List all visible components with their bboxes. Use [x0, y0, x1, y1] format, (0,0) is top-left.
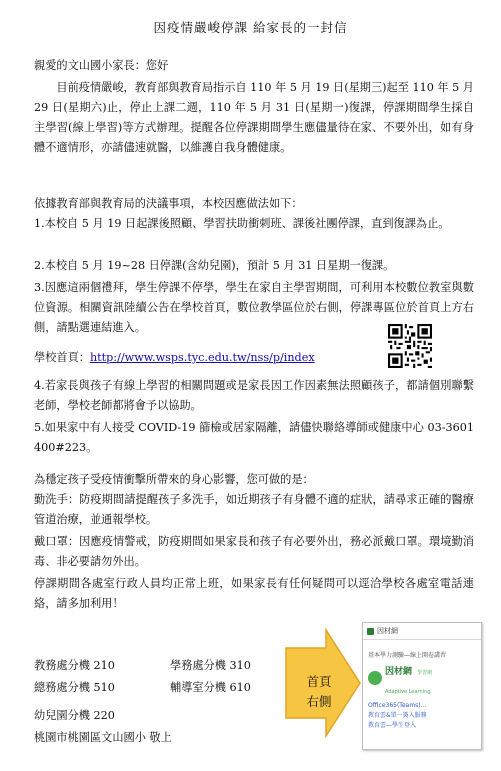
measures-intro: 依據教育部與教育局的決議事項，本校因應做法如下： — [34, 197, 303, 210]
homepage-label: 學校首頁： — [34, 351, 90, 364]
homepage-link[interactable]: http://www.wsps.tyc.edu.tw/nss/p/index — [89, 351, 315, 364]
homepage-line — [34, 348, 394, 368]
letter-title: 因疫情嚴峻停課 給家長的一封信 — [153, 20, 348, 35]
contact-academic: 教務處分機 210 — [34, 659, 115, 672]
screenshot-link-office365: Office365(Teams)... — [368, 702, 427, 709]
measure-item-5: 5.如果家中有人接受 COVID-19 篩檢或居家隔離，請儘快聯絡導師或健康中心 03-3601400#223。 — [34, 421, 474, 454]
qr-code-icon[interactable] — [388, 324, 432, 368]
screenshot-notice: 基本學力測驗—線上開卷講習 — [368, 652, 447, 659]
measure-item-1: 1.本校自 5 月 19 日起課後照顧、學習扶助衝刺班、課後社團停課，直到復課為止。 — [34, 217, 450, 230]
screenshot-header-text: 因材網 — [377, 627, 398, 635]
greeting: 親愛的文山國小家長：您好 — [34, 59, 169, 72]
logo-sub: Adaptive Learning — [385, 689, 431, 695]
logo-text: 因材網 — [385, 667, 413, 677]
care-item-office: 停課期間各處室行政人員均正常上班，如果家長有任何疑問可以逕洽學校各處室電話連絡，請多加利用！ — [34, 577, 474, 610]
homepage-screenshot — [362, 622, 482, 750]
menu-icon — [367, 628, 374, 635]
logo-text-group — [385, 659, 432, 697]
arrow-label-line-1: 首頁 — [306, 674, 332, 689]
measure-item-2: 2.本校自 5 月 19~28 日停課(含幼兒園)，預計 5 月 31 日星期一復課。 — [34, 259, 395, 272]
adaptive-learning-logo — [368, 667, 476, 695]
care-item-mask: 戴口罩：因應疫情警戒，防疫期間如果家長和孩子有必要外出，務必派戴口罩。環境勤消毒、非必要請勿外出。 — [34, 535, 474, 568]
screenshot-header — [363, 623, 481, 640]
measure-item-3: 3.因應這兩個禮拜，學生停課不停學，學生在家自主學習期間，可利用本校數位教室與數位資源。相關資訊陸續公告在學校首頁，數位教學區位於右側，停課專區位於首頁上方右側，請點選連結進入。 — [34, 281, 474, 334]
screenshot-link-edu-cloud: 教育雲&單一簽入服務 — [368, 712, 427, 719]
contact-kindergarten: 幼兒園分機 220 — [34, 709, 115, 722]
care-intro: 為穩定孩子受疫情衝擊所帶來的身心影響，您可做的是： — [34, 473, 314, 486]
contact-counseling: 輔導室分機 610 — [170, 681, 251, 694]
signature: 桃園市桃園區文山國小 敬上 — [34, 731, 172, 744]
measure-item-4: 4.若家長與孩子有線上學習的相關問題或是家長因工作因素無法照顧孩子，都請個別聯繫老師，學校老師都將會予以協助。 — [34, 379, 474, 412]
logo-icon — [368, 671, 382, 685]
care-item-handwash: 勤洗手：防疫期間請提醒孩子多洗手，如近期孩子有身體不適的症狀，請尋求正確的醫療管道治療，並通報學校。 — [34, 493, 474, 526]
screenshot-link-student-login: 教育雲—學生登入 — [368, 722, 417, 729]
logo-tag: 學習網 — [417, 670, 433, 676]
contact-student-affairs: 學務處分機 310 — [170, 659, 251, 672]
arrow-label — [296, 672, 342, 712]
arrow-label-line-2: 右側 — [306, 694, 332, 709]
contact-general-affairs: 總務處分機 510 — [34, 681, 115, 694]
intro-paragraph: 目前疫情嚴峻，教育部與教育局指示自 110 年 5 月 19 日(星期三)起至 110 年 5 月 29 日(星期六)止，停止上課二週，110 年 5 月 31 日(星期一)復課，停課期間學生採自主學習(線上學習)等方式辦理。提醒各位停課期間學生應儘量待在家、不要外出，如有身體不適情形，亦請儘速就醫，以維護自我身體健康。 — [34, 81, 474, 154]
